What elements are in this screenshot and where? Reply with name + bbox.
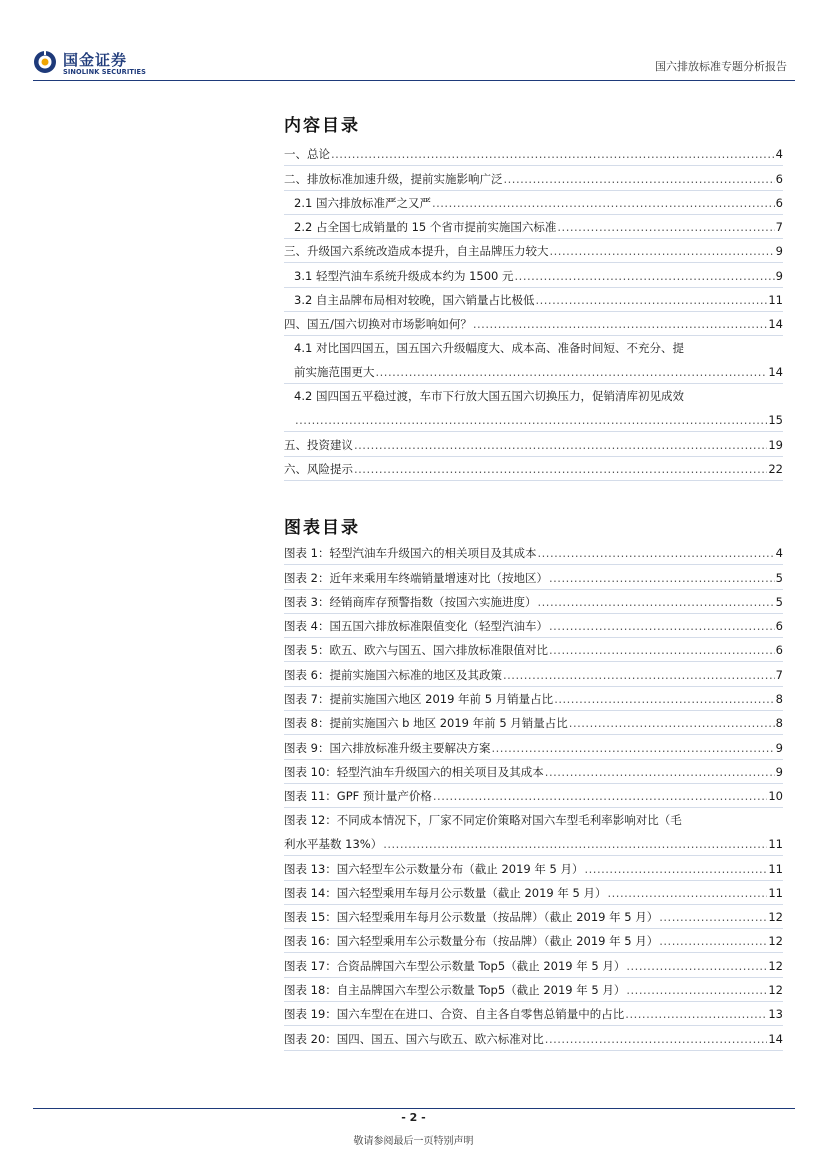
figure-entry[interactable]: 图表 12：不同成本情况下，厂家不同定价策略对国六车型毛利率影响对比（毛 利水平基数 13%） ..... 11 [284,808,783,856]
figure-entry[interactable]: 图表 16：国六轻型乘用车公示数量分布（按品牌）（截止 2019 年 5 月） ..... 12 [284,929,783,953]
logo-english-name: SINOLINK SECURITIES [63,68,146,76]
logo-chinese-name: 国金证券 [63,51,128,69]
toc-entry[interactable]: 4.1 对比国四国五，国五国六升级幅度大、成本高、准备时间短、不充分、提 前实施范围更大 ..... 14 [284,336,783,384]
figure-entry[interactable]: 图表 11：GPF 预计量产价格 ..... 10 [284,784,783,808]
logo-mark-icon [33,50,57,74]
company-logo [33,48,173,80]
toc-entry[interactable]: 一、总论 ..... 4 [284,142,783,166]
figure-entry[interactable]: 图表 2：近年来乘用车终端销量增速对比（按地区） ..... 5 [284,565,783,589]
toc-entry[interactable]: 3.1 轻型汽油车系统升级成本约为 1500 元 ..... 9 [284,263,783,287]
report-title: 国六排放标准专题分析报告 [655,60,787,73]
figure-entry[interactable]: 图表 15：国六轻型乘用车每月公示数量（按品牌）（截止 2019 年 5 月） ..... 12 [284,905,783,929]
figure-entry[interactable]: 图表 5：欧五、欧六与国五、国六排放标准限值对比 ..... 6 [284,638,783,662]
toc-entry[interactable]: 2.1 国六排放标准严之又严 ..... 6 [284,191,783,215]
figure-entry[interactable]: 图表 20：国四、国五、国六与欧五、欧六标准对比 ..... 14 [284,1026,783,1050]
toc-entry[interactable]: 三、升级国六系统改造成本提升，自主品牌压力较大 ..... 9 [284,239,783,263]
contents-list [284,142,783,481]
figures-title: 图表目录 [284,518,360,538]
figure-entry[interactable]: 图表 9：国六排放标准升级主要解决方案 ..... 9 [284,735,783,759]
page-header [33,44,795,80]
figure-entry[interactable]: 图表 4：国五国六排放标准限值变化（轻型汽油车） ..... 6 [284,614,783,638]
figure-entry[interactable]: 图表 14：国六轻型乘用车每月公示数量（截止 2019 年 5 月） ..... 11 [284,881,783,905]
figure-entry[interactable]: 图表 3：经销商库存预警指数（按国六实施进度） ..... 5 [284,590,783,614]
toc-entry[interactable]: 五、投资建议 ..... 19 [284,432,783,456]
figure-entry[interactable]: 图表 6：提前实施国六标准的地区及其政策 ..... 7 [284,662,783,686]
toc-entry[interactable]: 四、国五/国六切换对市场影响如何？ ..... 14 [284,312,783,336]
contents-title: 内容目录 [284,116,360,136]
figure-entry[interactable]: 图表 7：提前实施国六地区 2019 年前 5 月销量占比 ..... 8 [284,687,783,711]
figures-list [284,541,783,1051]
figure-entry[interactable]: 图表 17：合资品牌国六车型公示数量 Top5（截止 2019 年 5 月） ..... 12 [284,953,783,977]
toc-entry[interactable]: 3.2 自主品牌布局相对较晚，国六销量占比极低 ..... 11 [284,288,783,312]
toc-entry[interactable]: 六、风险提示 ..... 22 [284,457,783,481]
figure-entry[interactable]: 图表 13：国六轻型车公示数量分布（截止 2019 年 5 月） ..... 11 [284,856,783,880]
figure-entry[interactable]: 图表 8：提前实施国六 b 地区 2019 年前 5 月销量占比 ..... 8 [284,711,783,735]
toc-entry[interactable]: 4.2 国四国五平稳过渡，车市下行放大国五国六切换压力，促销清库初见成效 ..... 15 [284,384,783,432]
figure-entry[interactable]: 图表 18：自主品牌国六车型公示数量 Top5（截止 2019 年 5 月） ..... 12 [284,978,783,1002]
header-divider [33,80,795,81]
toc-entry[interactable]: 二、排放标准加速升级，提前实施影响广泛 ..... 6 [284,166,783,190]
figure-entry[interactable]: 图表 10：轻型汽油车升级国六的相关项目及其成本 ..... 9 [284,760,783,784]
page-number: - 2 - [401,1111,426,1124]
footer-disclaimer: 敬请参阅最后一页特别声明 [353,1136,474,1147]
figure-entry[interactable]: 图表 19：国六车型在在进口、合资、自主各自零售总销量中的占比 ..... 13 [284,1002,783,1026]
toc-entry[interactable]: 2.2 占全国七成销量的 15 个省市提前实施国六标准 ..... 7 [284,215,783,239]
figure-entry[interactable]: 图表 1：轻型汽油车升级国六的相关项目及其成本 ..... 4 [284,541,783,565]
footer-divider [33,1108,795,1109]
